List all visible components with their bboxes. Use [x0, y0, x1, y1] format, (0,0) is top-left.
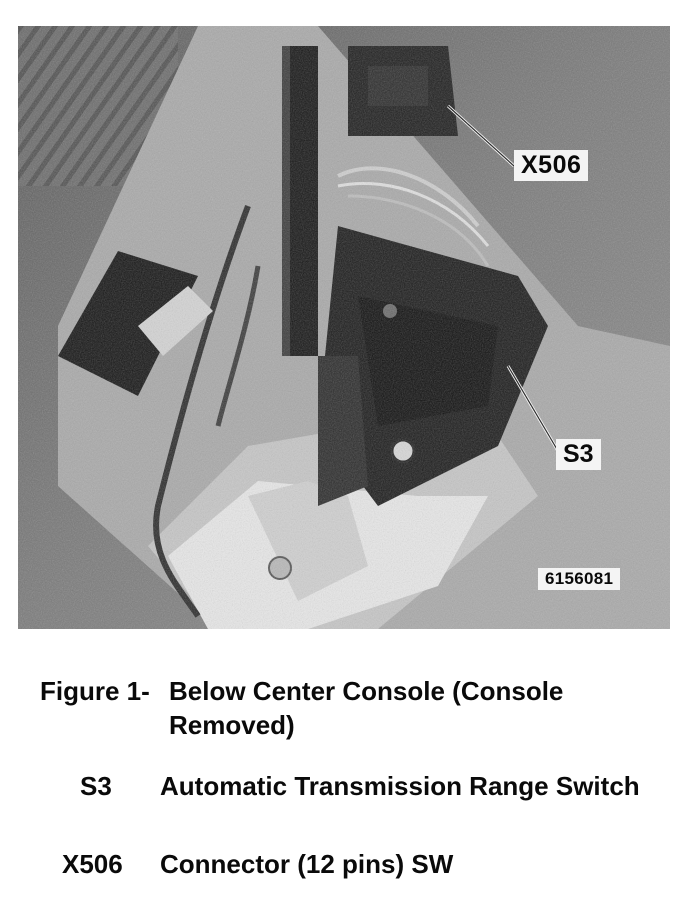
legend-description-s3: Automatic Transmission Range Switch [160, 771, 640, 801]
callout-s3: S3 [556, 439, 601, 470]
legend-code-s3: S3 [80, 771, 112, 801]
callout-x506: X506 [514, 150, 588, 181]
image-number: 6156081 [538, 568, 620, 590]
figure-label: Figure 1- [40, 676, 150, 706]
console-photo [18, 26, 670, 629]
legend-description-x506: Connector (12 pins) SW [160, 849, 454, 879]
legend-code-x506: X506 [62, 849, 123, 879]
figure-title: Below Center Console (Console Removed) [169, 676, 564, 740]
